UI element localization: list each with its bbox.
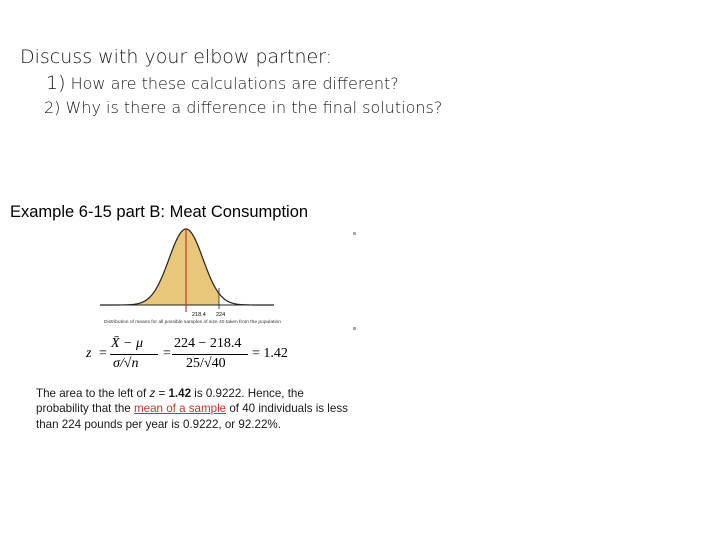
formula-numerator-1: X̄ − μ [111,336,144,351]
explanation-part-3: is 0.9222. Hence, the probability that the [36,387,304,416]
example-title: Example 6-15 part B: Meat Consumption [10,203,309,221]
explanation-part-4: of 40 individuals is less than 224 pounds per year is 0.9222, or 92.22%. [36,402,348,431]
formula-eq2: = [163,346,171,361]
mean-of-sample-link[interactable]: mean of a sample [133,402,227,416]
edge-mark-bottom [353,327,356,330]
formula-denominator-1: σ/√n [113,356,139,371]
question-1-number: 1) [46,72,66,94]
shaded-area-left-of-224 [100,229,219,305]
edge-mark-top [353,232,356,235]
formula-result: = 1.42 [252,346,288,361]
explanation-text [36,386,354,432]
value-tick-label: 224 [216,312,226,318]
formula-numerator-2: 224 − 218.4 [174,336,242,351]
question-2-number: 2) [44,98,61,117]
explanation-z-var: z [149,387,156,400]
explanation-part-2: = [155,387,169,400]
slide-title: Discuss with your elbow partner: [20,46,333,68]
mean-tick-label: 218.4 [192,312,206,318]
question-1-text: How are these calculations are different? [70,74,399,93]
formula-eq1: = [99,346,107,361]
formula-denominator-2: 25/√40 [186,356,226,371]
formula-z: z [86,346,92,361]
question-2-text: Why is there a difference in the final solutions? [65,98,443,117]
explanation-part-1: The area to the left of [36,387,150,400]
z-score-formula [76,334,316,378]
curve-caption: Distribution of means for all possible samples of size 40 taken from the population [104,320,281,325]
explanation-z-value: 1.42 [168,387,192,400]
